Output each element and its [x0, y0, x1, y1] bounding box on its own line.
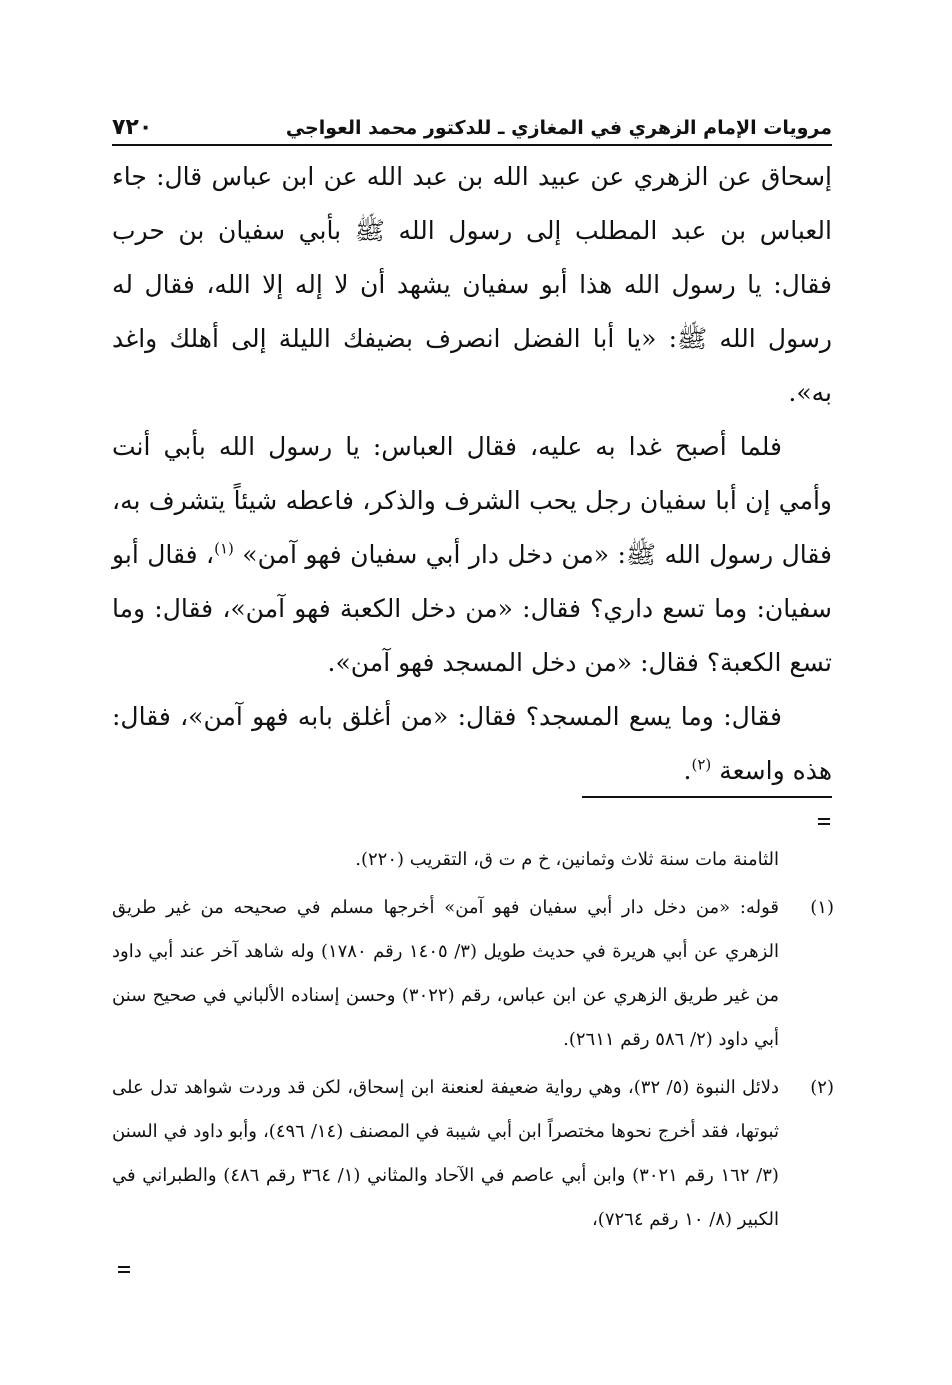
paragraph-text: ، فقال أبو سفيان: وما تسع داري؟ فقال: «من دخل الكعبة فهو آمن»، فقال: وما تسع الكعبة؟ فقال: «من دخل المسجد فهو آمن». [112, 540, 832, 677]
footnote-continuation: الثامنة مات سنة ثلاث وثمانين، خ م ت ق، التقريب (٢٢٠). [355, 849, 779, 870]
running-title: مرويات الإمام الزهري في المغازي ـ للدكتور محمد العواجي [285, 117, 832, 139]
page-header [112, 100, 832, 146]
footnote-separator [582, 796, 832, 798]
paragraph-text: فلما أصبح غدا به عليه، فقال العباس: يا رسول الله بأبي أنت وأمي إن أبا سفيان رجل يحب الشرف والذكر، فاعطه شيئاً يتشرف به، فقال رسول الله ﷺ: «من دخل دار أبي سفيان فهو آمن» [112, 432, 833, 569]
main-text [112, 150, 832, 798]
footnote-ref: (١) [214, 539, 234, 558]
paragraph [112, 420, 832, 690]
footnote-text: دلائل النبوة (٥/ ٣٢)، وهي رواية ضعيفة لعنعنة ابن إسحاق، لكن قد وردت شواهد تدل على ثبوتها، فقد أخرج نحوها مختصراً ابن أبي شيبة في المصنف (١٤/ ٤٩٦)، وأبو داود في السنن (٣/ ١٦٢ رقم ٣٠٢١) وابن أبي عاصم في الآحاد والمثاني (١/ ٣٦٤ رقم ٤٨٦) والطبراني في الكبير (٨/ ١٠ رقم ٧٢٦٤)، [112, 1077, 779, 1230]
footnote-text: قوله: «من دخل دار أبي سفيان فهو آمن» أخرجها مسلم في صحيحه من غير طريق الزهري عن أبي هريرة في حديث طويل (٣/ ١٤٠٥ رقم ١٧٨٠) وله شاهد آخر عند أبي داود من غير طريق الزهري عن ابن عباس، رقم (٣٠٢٢) وحسن إسناده الألباني في صحيح سنن أبي داود (٢/ ٥٨٦ رقم ٢٦١١). [112, 897, 779, 1050]
footnote-ref: (٢) [691, 755, 712, 774]
paragraph [112, 690, 832, 798]
footnote-number: (١) [810, 897, 834, 918]
footnotes [112, 838, 834, 1242]
paragraph-text: فقال: وما يسع المسجد؟ فقال: «من أغلق بابه فهو آمن»، فقال: هذه واسعة [112, 702, 832, 785]
continuation-mark [818, 818, 830, 825]
paragraph-text: . [683, 756, 692, 785]
footnote-number: (٢) [810, 1077, 834, 1098]
continuation-mark [118, 1266, 130, 1273]
page-number: ٧٢٠ [112, 115, 153, 140]
footnote [112, 1066, 834, 1242]
footnote [112, 886, 834, 1062]
paragraph: إسحاق عن الزهري عن عبيد الله بن عبد الله عن ابن عباس قال: جاء العباس بن عبد المطلب إلى رسول الله ﷺ بأبي سفيان بن حرب فقال: يا رسول الله هذا أبو سفيان يشهد أن لا إله إلا الله، فقال له رسول الله ﷺ: «يا أبا الفضل انصرف بضيفك الليلة إلى أهلك واغد به». [112, 162, 832, 407]
